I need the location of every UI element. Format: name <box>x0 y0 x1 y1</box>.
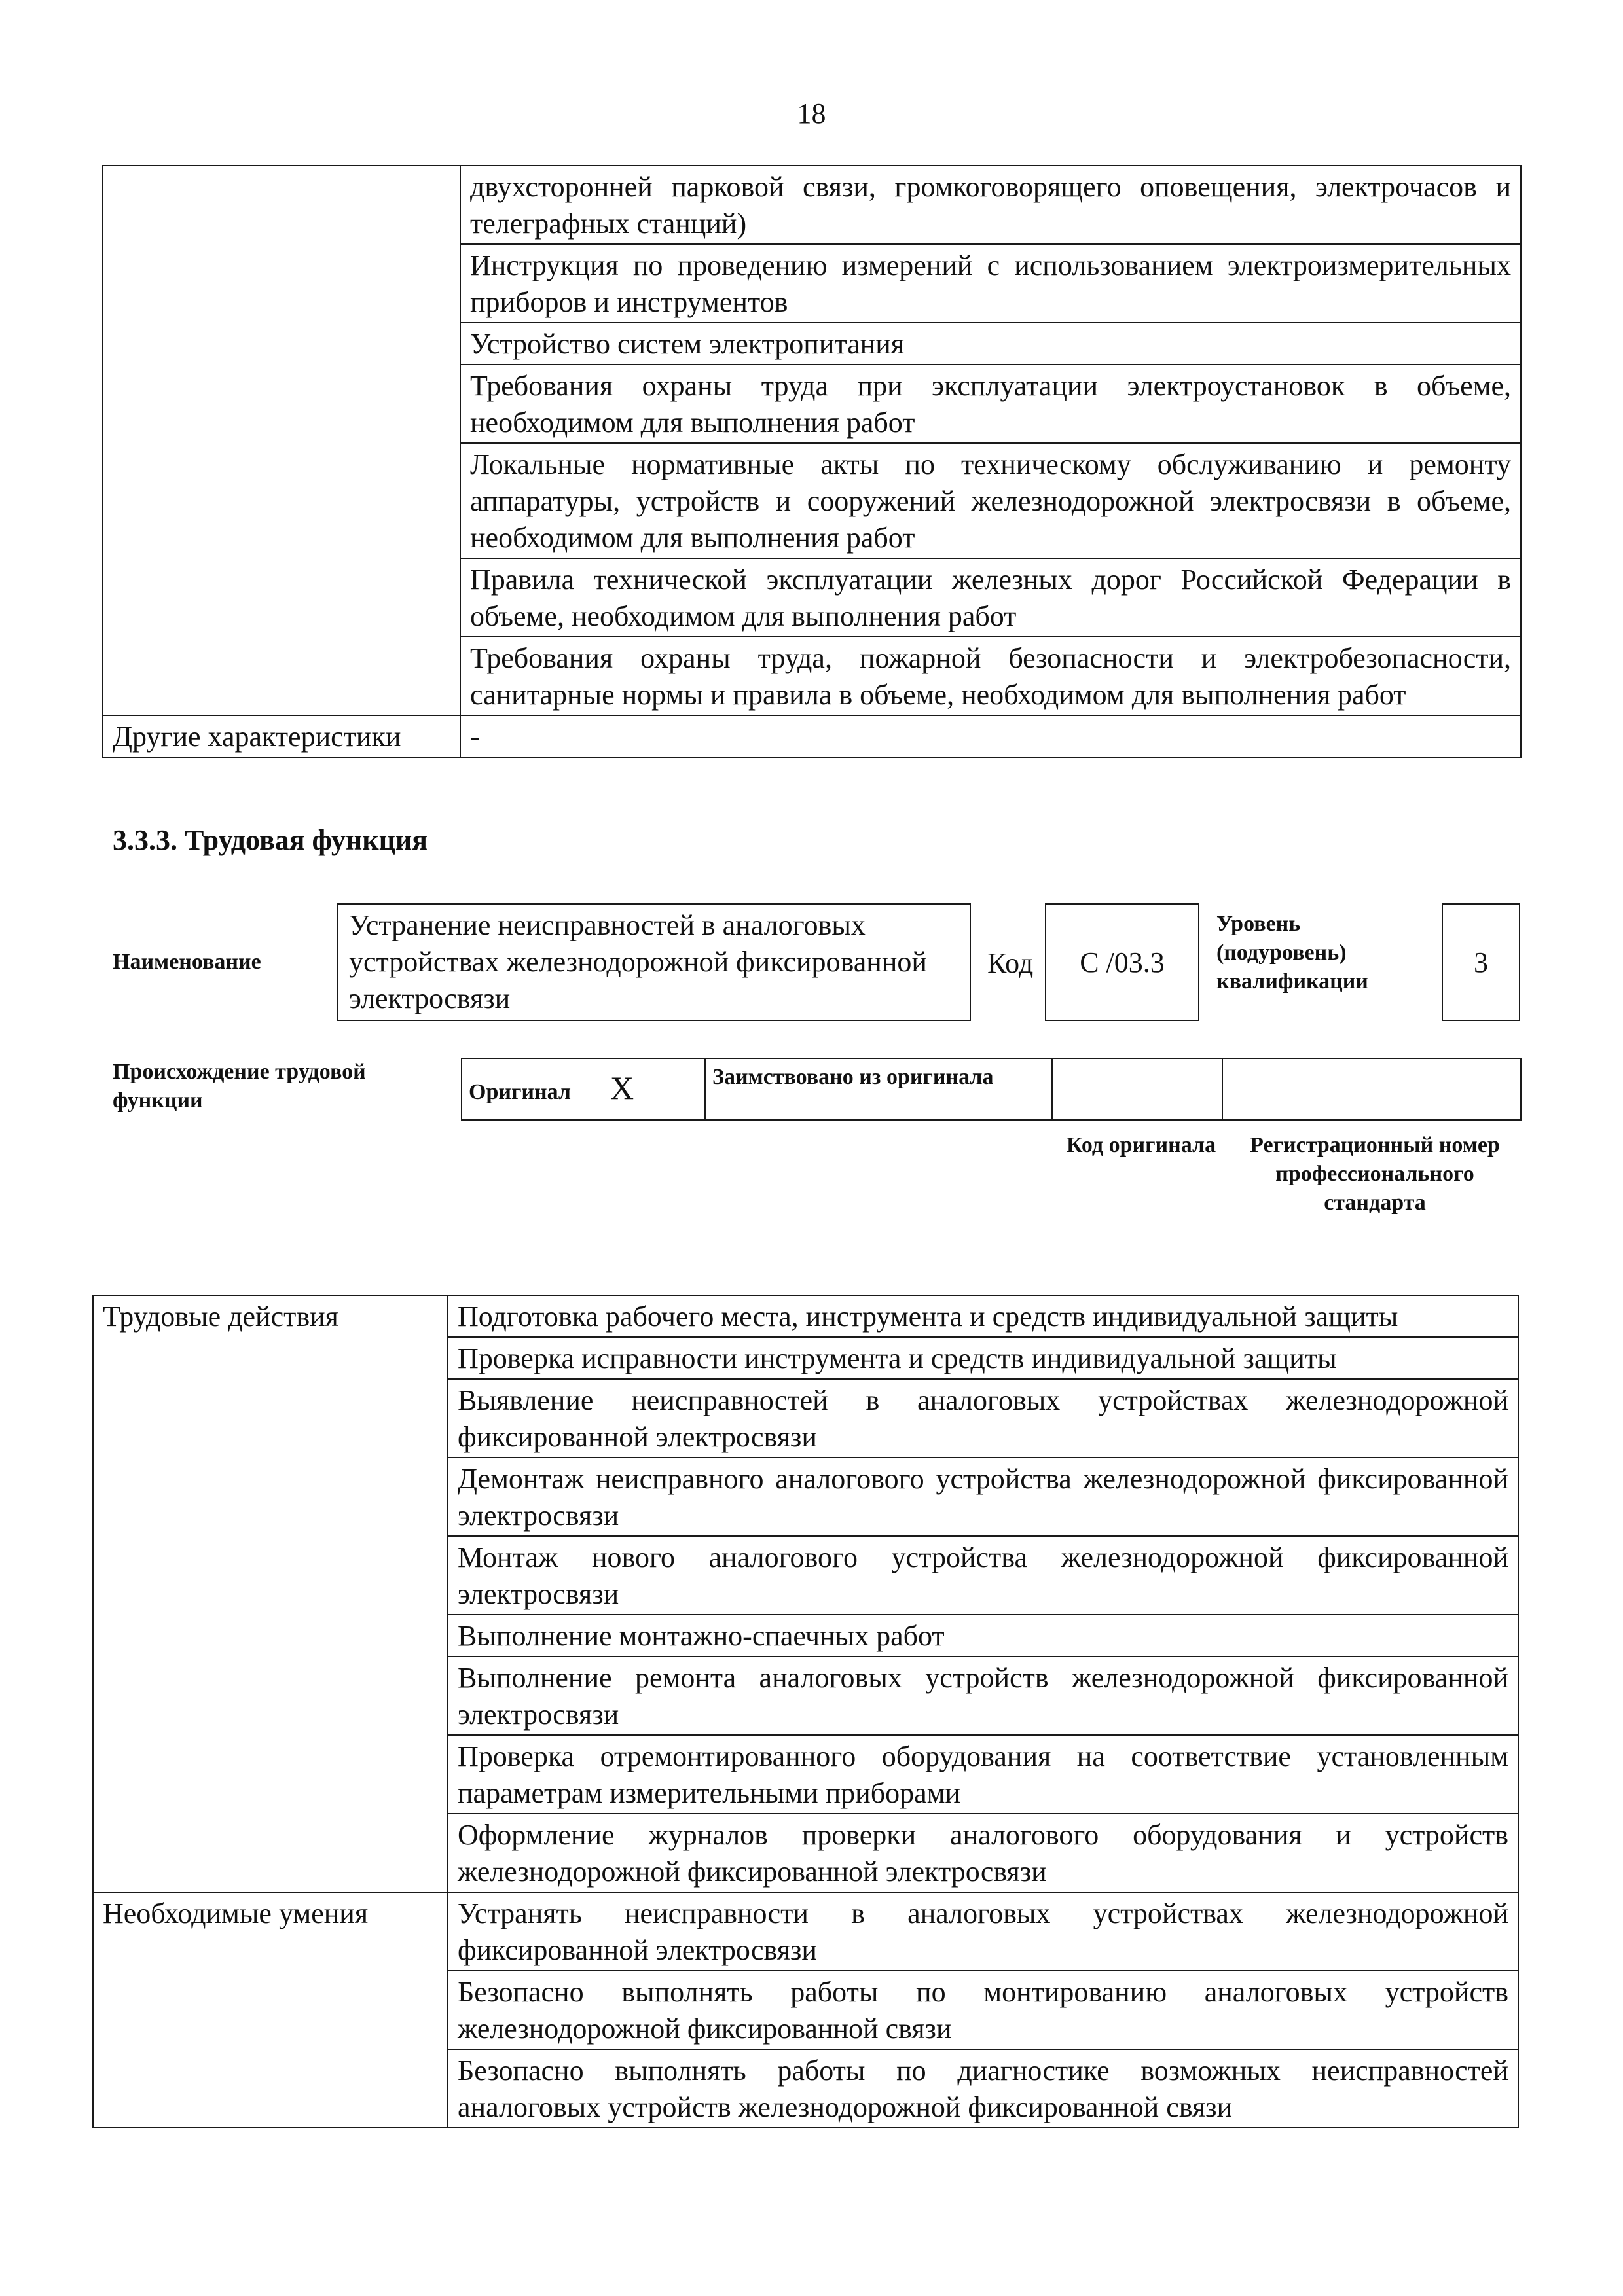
qualification-level-box: 3 <box>1442 903 1520 1021</box>
actions-skills-table <box>92 1295 1519 2128</box>
knowledge-row: Правила технической эксплуатации железных дорог Российской Федерации в объеме, необходимом для выполнения работ <box>460 558 1521 637</box>
knowledge-row: Требования охраны труда при эксплуатации электроустановок в объеме, необходимом для выполнения работ <box>460 365 1521 443</box>
origin-label: Происхождение трудовой функции <box>113 1060 366 1113</box>
knowledge-label-cell <box>103 166 460 715</box>
name-label: Наименование <box>113 950 261 974</box>
skills-label: Необходимые умения <box>93 1892 448 2128</box>
knowledge-row: Требования охраны труда, пожарной безопасности и электробезопасности, санитарные нормы и правила в объеме, необходимом для выполнения работ <box>460 637 1521 715</box>
skill-row: Устранять неисправности в аналоговых устройствах железнодорожной фиксированной электросвязи <box>448 1892 1518 1971</box>
origin-table <box>461 1058 1522 1121</box>
page-number: 18 <box>797 98 826 130</box>
knowledge-row: двухсторонней парковой связи, громкоговорящего оповещения, электрочасов и телеграфных станций) <box>460 166 1521 244</box>
action-row: Проверка исправности инструмента и средств индивидуальной защиты <box>448 1337 1518 1379</box>
reg-number-cell <box>1222 1058 1521 1120</box>
action-row: Проверка отремонтированного оборудования на соответствие установленным параметрам измерительными приборами <box>448 1735 1518 1814</box>
other-characteristics-label: Другие характеристики <box>103 715 460 757</box>
code-label: Код <box>987 947 1034 979</box>
skill-row: Безопасно выполнять работы по монтированию аналоговых устройств железнодорожной фиксированной связи <box>448 1971 1518 2049</box>
action-row: Демонтаж неисправного аналогового устройства железнодорожной фиксированной электросвязи <box>448 1458 1518 1536</box>
code-box: С /03.3 <box>1045 903 1199 1021</box>
qualification-level-label: Уровень (подуровень) квалификации <box>1216 912 1368 994</box>
original-label: Оригинал <box>469 1080 571 1104</box>
action-row: Оформление журналов проверки аналогового оборудования и устройств железнодорожной фиксированной электросвязи <box>448 1814 1518 1892</box>
borrowed-label: Заимствовано из оригинала <box>705 1058 1052 1120</box>
action-row: Подготовка рабочего места, инструмента и средств индивидуальной защиты <box>448 1295 1518 1337</box>
skill-row: Безопасно выполнять работы по диагностике возможных неисправностей аналоговых устройств железнодорожной фиксированной связи <box>448 2049 1518 2128</box>
actions-label: Трудовые действия <box>93 1295 448 1892</box>
section-heading: 3.3.3. Трудовая функция <box>113 824 428 856</box>
knowledge-table <box>102 165 1522 758</box>
action-row: Выполнение ремонта аналоговых устройств железнодорожной фиксированной электросвязи <box>448 1657 1518 1735</box>
origin-original-cell <box>462 1058 705 1120</box>
code-original-label: Код оригинала <box>1066 1133 1216 1157</box>
action-row: Выполнение монтажно-спаечных работ <box>448 1615 1518 1657</box>
knowledge-row: Локальные нормативные акты по техническому обслуживанию и ремонту аппаратуры, устройств и сооружений железнодорожной электросвязи в объеме, необходимом для выполнения работ <box>460 443 1521 558</box>
original-mark: X <box>610 1069 634 1106</box>
action-row: Монтаж нового аналогового устройства железнодорожной фиксированной электросвязи <box>448 1536 1518 1615</box>
reg-number-label: Регистрационный номер профессионального стандарта <box>1250 1133 1500 1215</box>
code-original-cell <box>1052 1058 1222 1120</box>
knowledge-row: Инструкция по проведению измерений с использованием электроизмерительных приборов и инструментов <box>460 244 1521 323</box>
knowledge-row: Устройство систем электропитания <box>460 323 1521 365</box>
function-name-box: Устранение неисправностей в аналоговых устройствах железнодорожной фиксированной электросвязи <box>337 903 971 1021</box>
action-row: Выявление неисправностей в аналоговых устройствах железнодорожной фиксированной электросвязи <box>448 1379 1518 1458</box>
other-characteristics-value: - <box>460 715 1521 757</box>
